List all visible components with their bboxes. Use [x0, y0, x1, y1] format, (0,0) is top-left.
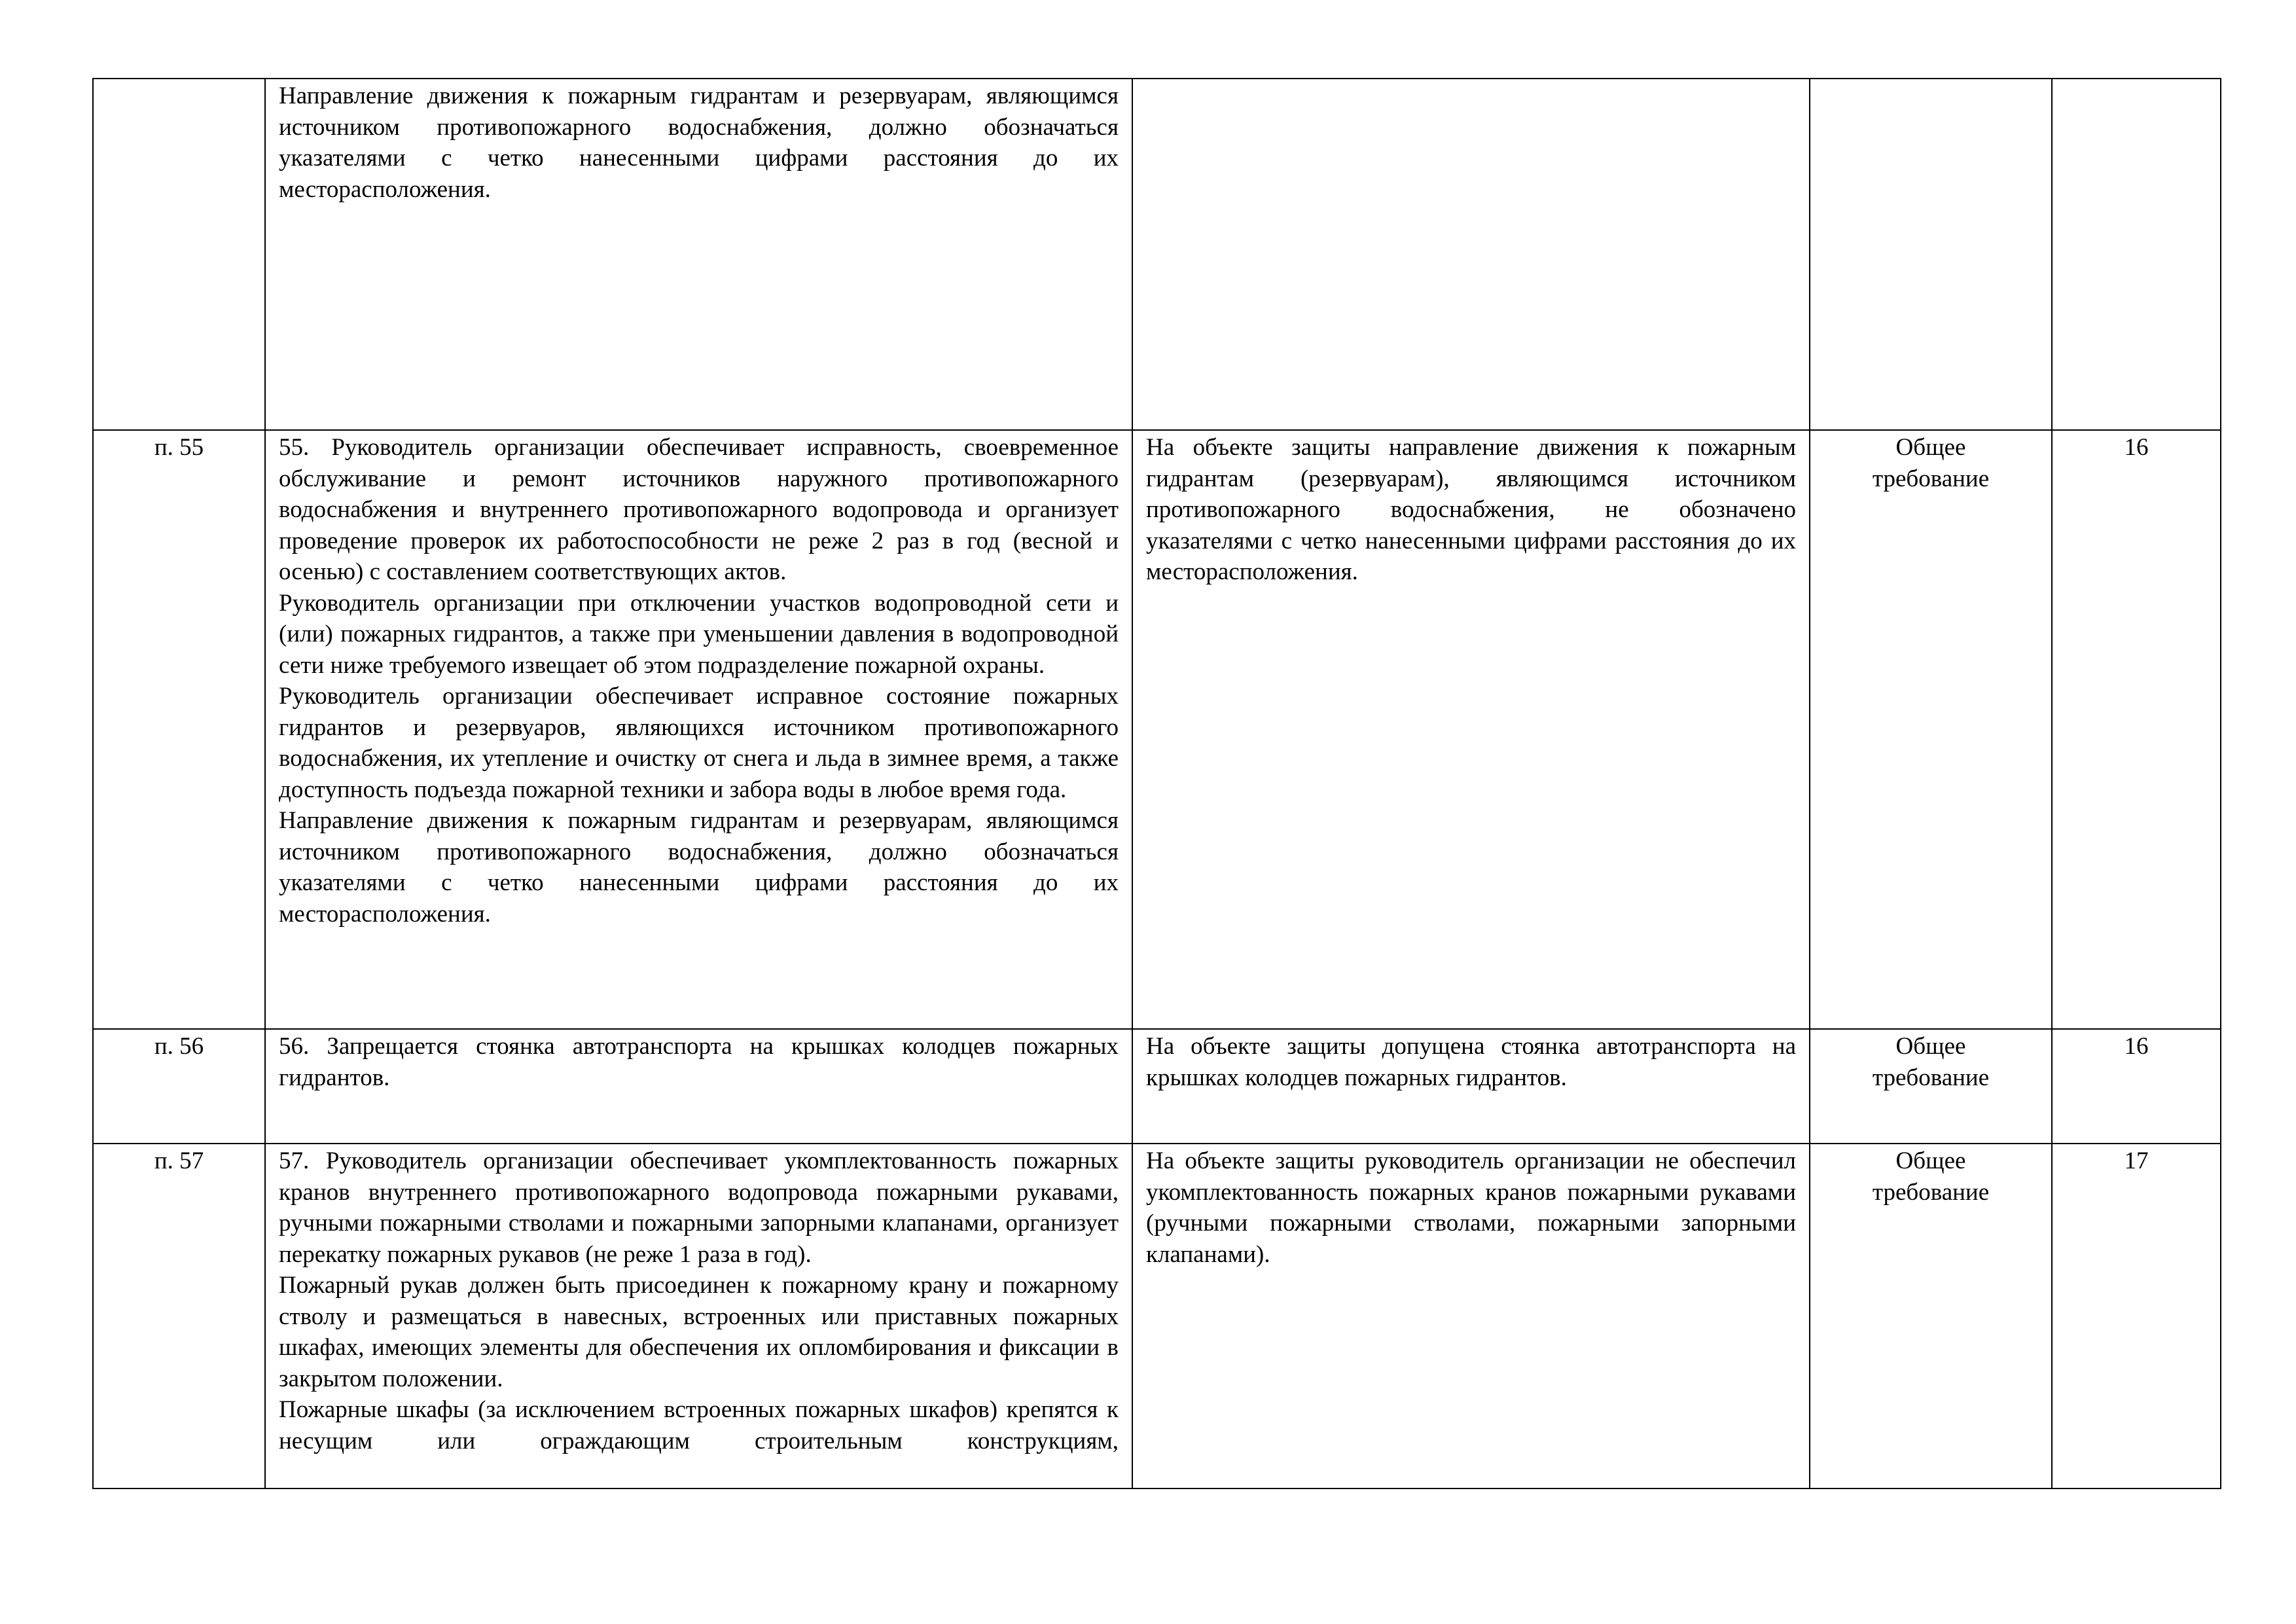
requirement-type-line2: требование [1872, 1064, 1990, 1091]
requirement-text-cell [265, 1029, 1132, 1144]
row-number: 17 [2052, 1144, 2221, 1489]
violation-text-cell [1132, 430, 1810, 1029]
requirement-paragraph: 55. Руководитель организации обеспечивает исправность, своевременное обслуживание и ремонт источников наружного противопожарного водоснабжения и внутреннего противопожарного водопровода и организует проведение проверок их работоспособности не реже 2 раз в год (весной и осенью) с составлением соответствующих актов. [279, 434, 1119, 585]
requirement-type-cell [1810, 79, 2052, 430]
violation-text: На объекте защиты направление движения к пожарным гидрантам (резервуарам), являющимся источником противопожарного водоснабжения, не обозначено указателями с четко нанесенными цифрами расстояния до их месторасположения. [1146, 434, 1796, 585]
requirement-text-cell [265, 430, 1132, 1029]
table-row [93, 430, 2221, 1029]
requirements-table [92, 78, 2221, 1489]
requirement-paragraph: Руководитель организации при отключении участков водопроводной сети и (или) пожарных гидрантов, а также при уменьшении давления в водопроводной сети ниже требуемого извещает об этом подразделение пожарной охраны. [279, 589, 1119, 679]
table-row [93, 1029, 2221, 1144]
violation-text: На объекте защиты допущена стоянка автотранспорта на крышках колодцев пожарных гидрантов. [1146, 1033, 1796, 1091]
row-number: 16 [2052, 1029, 2221, 1144]
requirement-paragraph: Направление движения к пожарным гидрантам и резервуарам, являющимся источником противопожарного водоснабжения, должно обозначаться указателями с четко нанесенными цифрами расстояния до их месторасположения. [279, 807, 1119, 928]
row-reference: п. 57 [93, 1144, 265, 1489]
violation-text-cell [1132, 1144, 1810, 1489]
requirement-paragraph: 56. Запрещается стоянка автотранспорта на крышках колодцев пожарных гидрантов. [279, 1033, 1119, 1091]
requirement-text-cell [265, 79, 1132, 430]
requirement-type-line1: Общее [1895, 1033, 1966, 1060]
requirement-type-line1: Общее [1895, 434, 1966, 461]
requirement-paragraph: Направление движения к пожарным гидрантам и резервуарам, являющимся источником противопожарного водоснабжения, должно обозначаться указателями с четко нанесенными цифрами расстояния до их месторасположения. [279, 82, 1119, 203]
row-reference: п. 56 [93, 1029, 265, 1144]
table-row [93, 79, 2221, 430]
requirement-type-line1: Общее [1895, 1147, 1966, 1174]
row-number [2052, 79, 2221, 430]
row-reference [93, 79, 265, 430]
requirement-paragraph: Пожарные шкафы (за исключением встроенных пожарных шкафов) крепятся к несущим или ограждающим строительным конструкциям, [279, 1396, 1119, 1454]
requirement-type-cell [1810, 430, 2052, 1029]
row-reference: п. 55 [93, 430, 265, 1029]
requirement-paragraph: 57. Руководитель организации обеспечивает укомплектованность пожарных кранов внутреннего противопожарного водопровода пожарными рукавами, ручными пожарными стволами и пожарными запорными клапанами, организует перекатку пожарных рукавов (не реже 1 раза в год). [279, 1147, 1119, 1268]
requirement-paragraph: Пожарный рукав должен быть присоединен к пожарному крану и пожарному стволу и размещаться в навесных, встроенных или приставных пожарных шкафах, имеющих элементы для обеспечения их опломбирования и фиксации в закрытом положении. [279, 1272, 1119, 1392]
requirement-type-cell [1810, 1144, 2052, 1489]
requirement-type-line2: требование [1872, 1178, 1990, 1206]
row-number: 16 [2052, 430, 2221, 1029]
requirement-text-cell [265, 1144, 1132, 1489]
violation-text: На объекте защиты руководитель организации не обеспечил укомплектованность пожарных кранов пожарными рукавами (ручными пожарными стволами, пожарными запорными клапанами). [1146, 1147, 1796, 1268]
violation-text-cell [1132, 1029, 1810, 1144]
requirement-type-line2: требование [1872, 465, 1990, 492]
table-row [93, 1144, 2221, 1489]
requirement-type-cell [1810, 1029, 2052, 1144]
requirement-paragraph: Руководитель организации обеспечивает исправное состояние пожарных гидрантов и резервуаров, являющихся источником противопожарного водоснабжения, их утепление и очистку от снега и льда в зимнее время, а также доступность подъезда пожарной техники и забора воды в любое время года. [279, 683, 1119, 803]
violation-text [1132, 79, 1810, 430]
